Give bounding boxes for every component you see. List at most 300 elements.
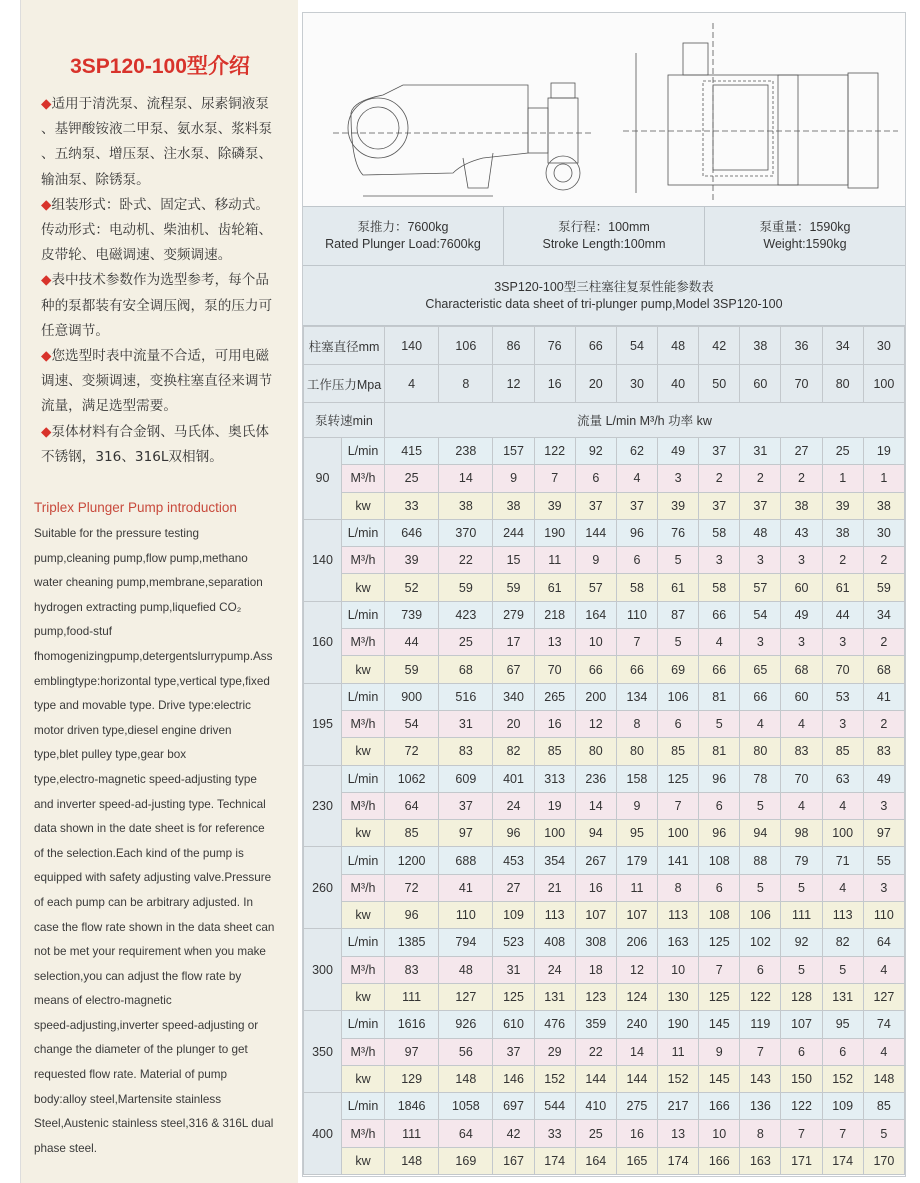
data-cell: 37 — [493, 1038, 534, 1065]
data-cell: 646 — [385, 519, 439, 546]
header-cell: 38 — [740, 327, 781, 365]
data-cell: 122 — [781, 1093, 822, 1120]
intro-line: motor driven type,diesel engine driven — [34, 723, 232, 737]
data-cell: 14 — [575, 792, 616, 819]
intro-line: type and movable type. Drive type:electric — [34, 699, 251, 713]
pump-drawings — [303, 13, 905, 206]
data-cell: 80 — [616, 738, 657, 765]
data-cell: 6 — [822, 1038, 863, 1065]
table-row — [304, 792, 905, 819]
data-cell: 354 — [534, 847, 575, 874]
data-cell: 78 — [740, 765, 781, 792]
intro-line: fhomogenizingpump,detergentslurrypump.Ass — [34, 649, 273, 663]
data-cell: 1200 — [385, 847, 439, 874]
intro-line: type,blet pulley type,gear box — [34, 748, 187, 762]
table-row — [304, 465, 905, 492]
header-cell: 34 — [822, 327, 863, 365]
data-cell: 68 — [781, 656, 822, 683]
header-cell: 60 — [740, 365, 781, 403]
data-cell: 57 — [740, 574, 781, 601]
data-cell: 85 — [385, 820, 439, 847]
data-cell: 145 — [699, 1011, 740, 1038]
data-cell: 169 — [439, 1147, 493, 1174]
data-cell: 66 — [616, 656, 657, 683]
unit-label: M³/h — [342, 1120, 385, 1147]
data-cell: 2 — [863, 629, 904, 656]
table-row — [304, 1065, 905, 1092]
data-cell: 8 — [740, 1120, 781, 1147]
data-cell: 3 — [781, 547, 822, 574]
data-cell: 2 — [863, 710, 904, 737]
data-cell: 29 — [534, 1038, 575, 1065]
data-cell: 87 — [658, 601, 699, 628]
data-cell: 94 — [740, 820, 781, 847]
data-cell: 144 — [616, 1065, 657, 1092]
intro-line: Suitable for the pressure testing — [34, 527, 200, 540]
table-row — [304, 765, 905, 792]
data-cell: 125 — [658, 765, 699, 792]
data-cell: 54 — [740, 601, 781, 628]
data-cell: 152 — [822, 1065, 863, 1092]
intro-line-text: 、五纳泵、增压泵、注水泵、除磷泵、 — [41, 146, 273, 163]
data-cell: 1062 — [385, 765, 439, 792]
data-cell: 52 — [385, 574, 439, 601]
data-cell: 85 — [863, 1093, 904, 1120]
data-cell: 83 — [385, 956, 439, 983]
data-cell: 4 — [740, 710, 781, 737]
data-cell: 107 — [575, 902, 616, 929]
intro-title: 3SP120-100型介绍 — [70, 55, 250, 78]
data-cell: 9 — [699, 1038, 740, 1065]
data-cell: 340 — [493, 683, 534, 710]
spec-weight — [705, 207, 905, 265]
pump-speed: 90 — [304, 438, 342, 520]
intro-line: change the diameter of the plunger to get — [34, 1043, 248, 1057]
data-cell: 476 — [534, 1011, 575, 1038]
data-cell: 4 — [616, 465, 657, 492]
header-cell: 12 — [493, 365, 534, 403]
data-cell: 24 — [493, 792, 534, 819]
data-cell: 49 — [863, 765, 904, 792]
data-cell: 8 — [658, 874, 699, 901]
unit-label: L/min — [342, 929, 385, 956]
data-cell: 38 — [493, 492, 534, 519]
data-cell: 15 — [493, 547, 534, 574]
intro-line: pump,cleaning pump,flow pump,methano — [34, 551, 248, 565]
data-cell: 7 — [616, 629, 657, 656]
data-cell: 31 — [740, 438, 781, 465]
table-row — [304, 847, 905, 874]
data-cell: 20 — [493, 710, 534, 737]
data-cell: 92 — [781, 929, 822, 956]
table-row — [304, 683, 905, 710]
intro-line — [41, 268, 301, 293]
data-cell: 2 — [740, 465, 781, 492]
data-cell: 166 — [699, 1147, 740, 1174]
data-cell: 66 — [575, 656, 616, 683]
data-cell: 688 — [439, 847, 493, 874]
spec-plunger-load — [303, 207, 504, 265]
header-row — [304, 365, 905, 403]
data-cell: 22 — [575, 1038, 616, 1065]
pump-speed: 350 — [304, 1011, 342, 1093]
data-cell: 244 — [493, 519, 534, 546]
data-cell: 97 — [385, 1038, 439, 1065]
header-label: 柱塞直径mm — [304, 327, 385, 365]
pump-speed: 300 — [304, 929, 342, 1011]
data-cell: 37 — [616, 492, 657, 519]
data-cell: 5 — [658, 547, 699, 574]
data-cell: 70 — [781, 765, 822, 792]
unit-label: L/min — [342, 765, 385, 792]
data-cell: 72 — [385, 874, 439, 901]
data-cell: 152 — [534, 1065, 575, 1092]
data-cell: 59 — [439, 574, 493, 601]
intro-line — [41, 294, 301, 319]
data-cell: 48 — [439, 956, 493, 983]
data-cell: 124 — [616, 983, 657, 1010]
sheet-title-en: Characteristic data sheet of tri-plunger pump,Model 3SP120-100 — [425, 297, 783, 311]
intro-line — [41, 142, 301, 167]
data-cell: 64 — [863, 929, 904, 956]
data-cell: 125 — [699, 983, 740, 1010]
data-cell: 62 — [616, 438, 657, 465]
data-cell: 31 — [493, 956, 534, 983]
data-cell: 3 — [781, 629, 822, 656]
data-cell: 9 — [616, 792, 657, 819]
header-row — [304, 327, 905, 365]
data-cell: 31 — [439, 710, 493, 737]
english-intro-title: Triplex Plunger Pump introduction — [34, 500, 237, 515]
intro-line: and inverter speed-ad-justing type. Technical — [34, 797, 266, 811]
data-cell: 96 — [699, 820, 740, 847]
table-row — [304, 519, 905, 546]
data-cell: 113 — [534, 902, 575, 929]
header-cell: 30 — [863, 327, 904, 365]
data-cell: 55 — [863, 847, 904, 874]
header-cell: 66 — [575, 327, 616, 365]
data-cell: 38 — [822, 519, 863, 546]
header-cell: 106 — [439, 327, 493, 365]
data-cell: 134 — [616, 683, 657, 710]
diamond-bullet-icon: ◆ — [41, 348, 52, 365]
intro-line-text: 表中技术参数作为选型参考，每个品 — [51, 272, 269, 289]
data-cell: 82 — [822, 929, 863, 956]
data-cell: 1 — [822, 465, 863, 492]
data-cell: 64 — [385, 792, 439, 819]
data-cell: 122 — [740, 983, 781, 1010]
data-cell: 926 — [439, 1011, 493, 1038]
data-cell: 408 — [534, 929, 575, 956]
data-cell: 125 — [493, 983, 534, 1010]
header-cell: 100 — [863, 365, 904, 403]
data-cell: 85 — [822, 738, 863, 765]
data-cell: 610 — [493, 1011, 534, 1038]
data-cell: 54 — [385, 710, 439, 737]
data-cell: 69 — [658, 656, 699, 683]
data-cell: 11 — [616, 874, 657, 901]
data-cell: 30 — [863, 519, 904, 546]
unit-label: L/min — [342, 519, 385, 546]
data-cell: 33 — [534, 1120, 575, 1147]
data-cell: 166 — [699, 1093, 740, 1120]
intro-line — [41, 344, 301, 369]
data-cell: 5 — [740, 792, 781, 819]
data-cell: 39 — [534, 492, 575, 519]
data-cell: 5 — [781, 874, 822, 901]
data-cell: 143 — [740, 1065, 781, 1092]
data-cell: 48 — [740, 519, 781, 546]
spec-en: Rated Plunger Load:7600kg — [325, 237, 481, 251]
unit-label: kw — [342, 820, 385, 847]
data-cell: 157 — [493, 438, 534, 465]
data-cell: 238 — [439, 438, 493, 465]
data-cell: 3 — [863, 792, 904, 819]
data-cell: 370 — [439, 519, 493, 546]
data-cell: 5 — [781, 956, 822, 983]
data-cell: 68 — [439, 656, 493, 683]
data-cell: 129 — [385, 1065, 439, 1092]
data-cell: 37 — [699, 438, 740, 465]
data-cell: 2 — [699, 465, 740, 492]
data-cell: 61 — [534, 574, 575, 601]
data-cell: 83 — [863, 738, 904, 765]
unit-label: kw — [342, 574, 385, 601]
data-cell: 7 — [781, 1120, 822, 1147]
data-cell: 16 — [575, 874, 616, 901]
intro-line: selection,you can adjust the flow rate by — [34, 969, 242, 983]
data-cell: 43 — [781, 519, 822, 546]
data-cell: 190 — [658, 1011, 699, 1038]
data-cell: 76 — [658, 519, 699, 546]
intro-line: requested flow rate. Material of pump — [34, 1068, 227, 1082]
data-cell: 100 — [534, 820, 575, 847]
intro-line — [41, 117, 301, 142]
intro-line — [41, 218, 301, 243]
intro-line: body:alloy steel,Martensite stainless — [34, 1092, 222, 1106]
data-cell: 59 — [493, 574, 534, 601]
data-cell: 58 — [699, 519, 740, 546]
header-cell: 4 — [385, 365, 439, 403]
data-cell: 25 — [822, 438, 863, 465]
data-cell: 16 — [534, 710, 575, 737]
intro-line — [41, 394, 301, 419]
data-cell: 13 — [658, 1120, 699, 1147]
data-cell: 144 — [575, 519, 616, 546]
data-cell: 19 — [863, 438, 904, 465]
data-cell: 164 — [575, 601, 616, 628]
data-cell: 82 — [493, 738, 534, 765]
unit-label: kw — [342, 1147, 385, 1174]
header-cell: 20 — [575, 365, 616, 403]
unit-label: kw — [342, 1065, 385, 1092]
data-cell: 88 — [740, 847, 781, 874]
data-cell: 58 — [616, 574, 657, 601]
table-row — [304, 956, 905, 983]
table-row — [304, 902, 905, 929]
sheet-title-cn: 3SP120-100型三柱塞往复泵性能参数表 — [494, 280, 714, 294]
data-cell: 85 — [658, 738, 699, 765]
data-cell: 83 — [439, 738, 493, 765]
data-cell: 123 — [575, 983, 616, 1010]
table-row — [304, 710, 905, 737]
header-cell: 8 — [439, 365, 493, 403]
data-cell: 6 — [575, 465, 616, 492]
data-cell: 11 — [658, 1038, 699, 1065]
data-cell: 544 — [534, 1093, 575, 1120]
data-cell: 4 — [781, 710, 822, 737]
data-cell: 27 — [781, 438, 822, 465]
data-cell: 81 — [699, 738, 740, 765]
data-cell: 739 — [385, 601, 439, 628]
data-cell: 42 — [493, 1120, 534, 1147]
data-cell: 5 — [740, 874, 781, 901]
data-cell: 70 — [822, 656, 863, 683]
data-cell: 92 — [575, 438, 616, 465]
intro-line-text: 泵体材料有合金钢、马氏体、奥氏体 — [51, 423, 269, 440]
data-cell: 25 — [385, 465, 439, 492]
data-cell: 110 — [439, 902, 493, 929]
data-cell: 49 — [781, 601, 822, 628]
data-cell: 10 — [575, 629, 616, 656]
intro-line: emblingtype:horizontal type,vertical type,fixed — [34, 674, 270, 688]
data-cell: 275 — [616, 1093, 657, 1120]
data-cell: 122 — [534, 438, 575, 465]
data-cell: 179 — [616, 847, 657, 874]
data-cell: 24 — [534, 956, 575, 983]
data-cell: 163 — [740, 1147, 781, 1174]
intro-line-text: 调速、变频调速，变换柱塞直径来调节 — [41, 373, 273, 390]
data-cell: 4 — [699, 629, 740, 656]
data-cell: 102 — [740, 929, 781, 956]
pump-speed: 160 — [304, 601, 342, 683]
data-cell: 128 — [781, 983, 822, 1010]
data-cell: 98 — [781, 820, 822, 847]
data-cell: 8 — [616, 710, 657, 737]
data-cell: 174 — [534, 1147, 575, 1174]
table-row — [304, 1147, 905, 1174]
table-row — [304, 601, 905, 628]
table-row — [304, 820, 905, 847]
data-cell: 453 — [493, 847, 534, 874]
data-cell: 39 — [658, 492, 699, 519]
data-cell: 127 — [439, 983, 493, 1010]
data-cell: 25 — [439, 629, 493, 656]
data-cell: 71 — [822, 847, 863, 874]
unit-label: L/min — [342, 438, 385, 465]
header-cell: 70 — [781, 365, 822, 403]
table-row — [304, 629, 905, 656]
intro-line-text: 种的泵都装有安全调压阀，泵的压力可 — [41, 297, 273, 314]
data-cell: 415 — [385, 438, 439, 465]
data-cell: 41 — [863, 683, 904, 710]
unit-label: M³/h — [342, 956, 385, 983]
table-row — [304, 547, 905, 574]
data-cell: 236 — [575, 765, 616, 792]
data-cell: 44 — [822, 601, 863, 628]
header-cell: 16 — [534, 365, 575, 403]
data-cell: 96 — [699, 765, 740, 792]
data-cell: 95 — [616, 820, 657, 847]
intro-line-text: 适用于清洗泵、流程泵、尿素铜液泵 — [51, 96, 269, 112]
data-cell: 38 — [439, 492, 493, 519]
intro-line: case the flow rate shown in the data sheet can — [34, 920, 275, 934]
data-cell: 96 — [493, 820, 534, 847]
data-cell: 25 — [575, 1120, 616, 1147]
data-cell: 33 — [385, 492, 439, 519]
data-cell: 170 — [863, 1147, 904, 1174]
unit-label: M³/h — [342, 547, 385, 574]
intro-line-text: 传动形式：电动机、柴油机、齿轮箱、 — [41, 222, 273, 239]
data-cell: 56 — [439, 1038, 493, 1065]
intro-line: phase steel. — [34, 1141, 98, 1155]
data-cell: 14 — [616, 1038, 657, 1065]
table-row — [304, 574, 905, 601]
data-cell: 6 — [699, 874, 740, 901]
data-cell: 523 — [493, 929, 534, 956]
data-cell: 59 — [385, 656, 439, 683]
header-label: 泵转速min — [304, 403, 385, 438]
pump-speed: 260 — [304, 847, 342, 929]
table-row — [304, 438, 905, 465]
intro-line: water cheaning pump,membrane,separation — [34, 576, 263, 590]
header-label: 工作压力Mpa — [304, 365, 385, 403]
data-cell: 97 — [439, 820, 493, 847]
data-cell: 158 — [616, 765, 657, 792]
data-cell: 53 — [822, 683, 863, 710]
data-cell: 6 — [699, 792, 740, 819]
table-row — [304, 656, 905, 683]
unit-label: kw — [342, 983, 385, 1010]
header-cell: 80 — [822, 365, 863, 403]
data-cell: 148 — [385, 1147, 439, 1174]
header-cell: 50 — [699, 365, 740, 403]
data-cell: 165 — [616, 1147, 657, 1174]
data-cell: 19 — [534, 792, 575, 819]
data-cell: 6 — [616, 547, 657, 574]
datasheet-panel — [302, 12, 906, 1177]
intro-line: not be met your requirement when you make — [34, 945, 266, 959]
data-cell: 10 — [699, 1120, 740, 1147]
data-cell: 148 — [863, 1065, 904, 1092]
data-cell: 127 — [863, 983, 904, 1010]
top-view-drawing — [623, 23, 898, 203]
data-cell: 697 — [493, 1093, 534, 1120]
data-cell: 6 — [658, 710, 699, 737]
data-cell: 5 — [863, 1120, 904, 1147]
table-row — [304, 492, 905, 519]
data-cell: 12 — [616, 956, 657, 983]
data-cell: 83 — [781, 738, 822, 765]
header-cell: 42 — [699, 327, 740, 365]
data-cell: 95 — [822, 1011, 863, 1038]
header-cell: 140 — [385, 327, 439, 365]
unit-label: kw — [342, 738, 385, 765]
units-header: 流量 L/min M³/h 功率 kw — [385, 403, 905, 438]
data-cell: 164 — [575, 1147, 616, 1174]
data-cell: 37 — [575, 492, 616, 519]
intro-line: of each pump can be arbitrary adjusted. In — [34, 895, 253, 909]
data-cell: 65 — [740, 656, 781, 683]
data-cell: 2 — [863, 547, 904, 574]
data-cell: 27 — [493, 874, 534, 901]
sheet-title — [303, 266, 905, 326]
data-cell: 59 — [863, 574, 904, 601]
unit-label: M³/h — [342, 629, 385, 656]
header-cell: 86 — [493, 327, 534, 365]
intro-line: pump,food-stuf — [34, 625, 112, 639]
data-cell: 100 — [658, 820, 699, 847]
